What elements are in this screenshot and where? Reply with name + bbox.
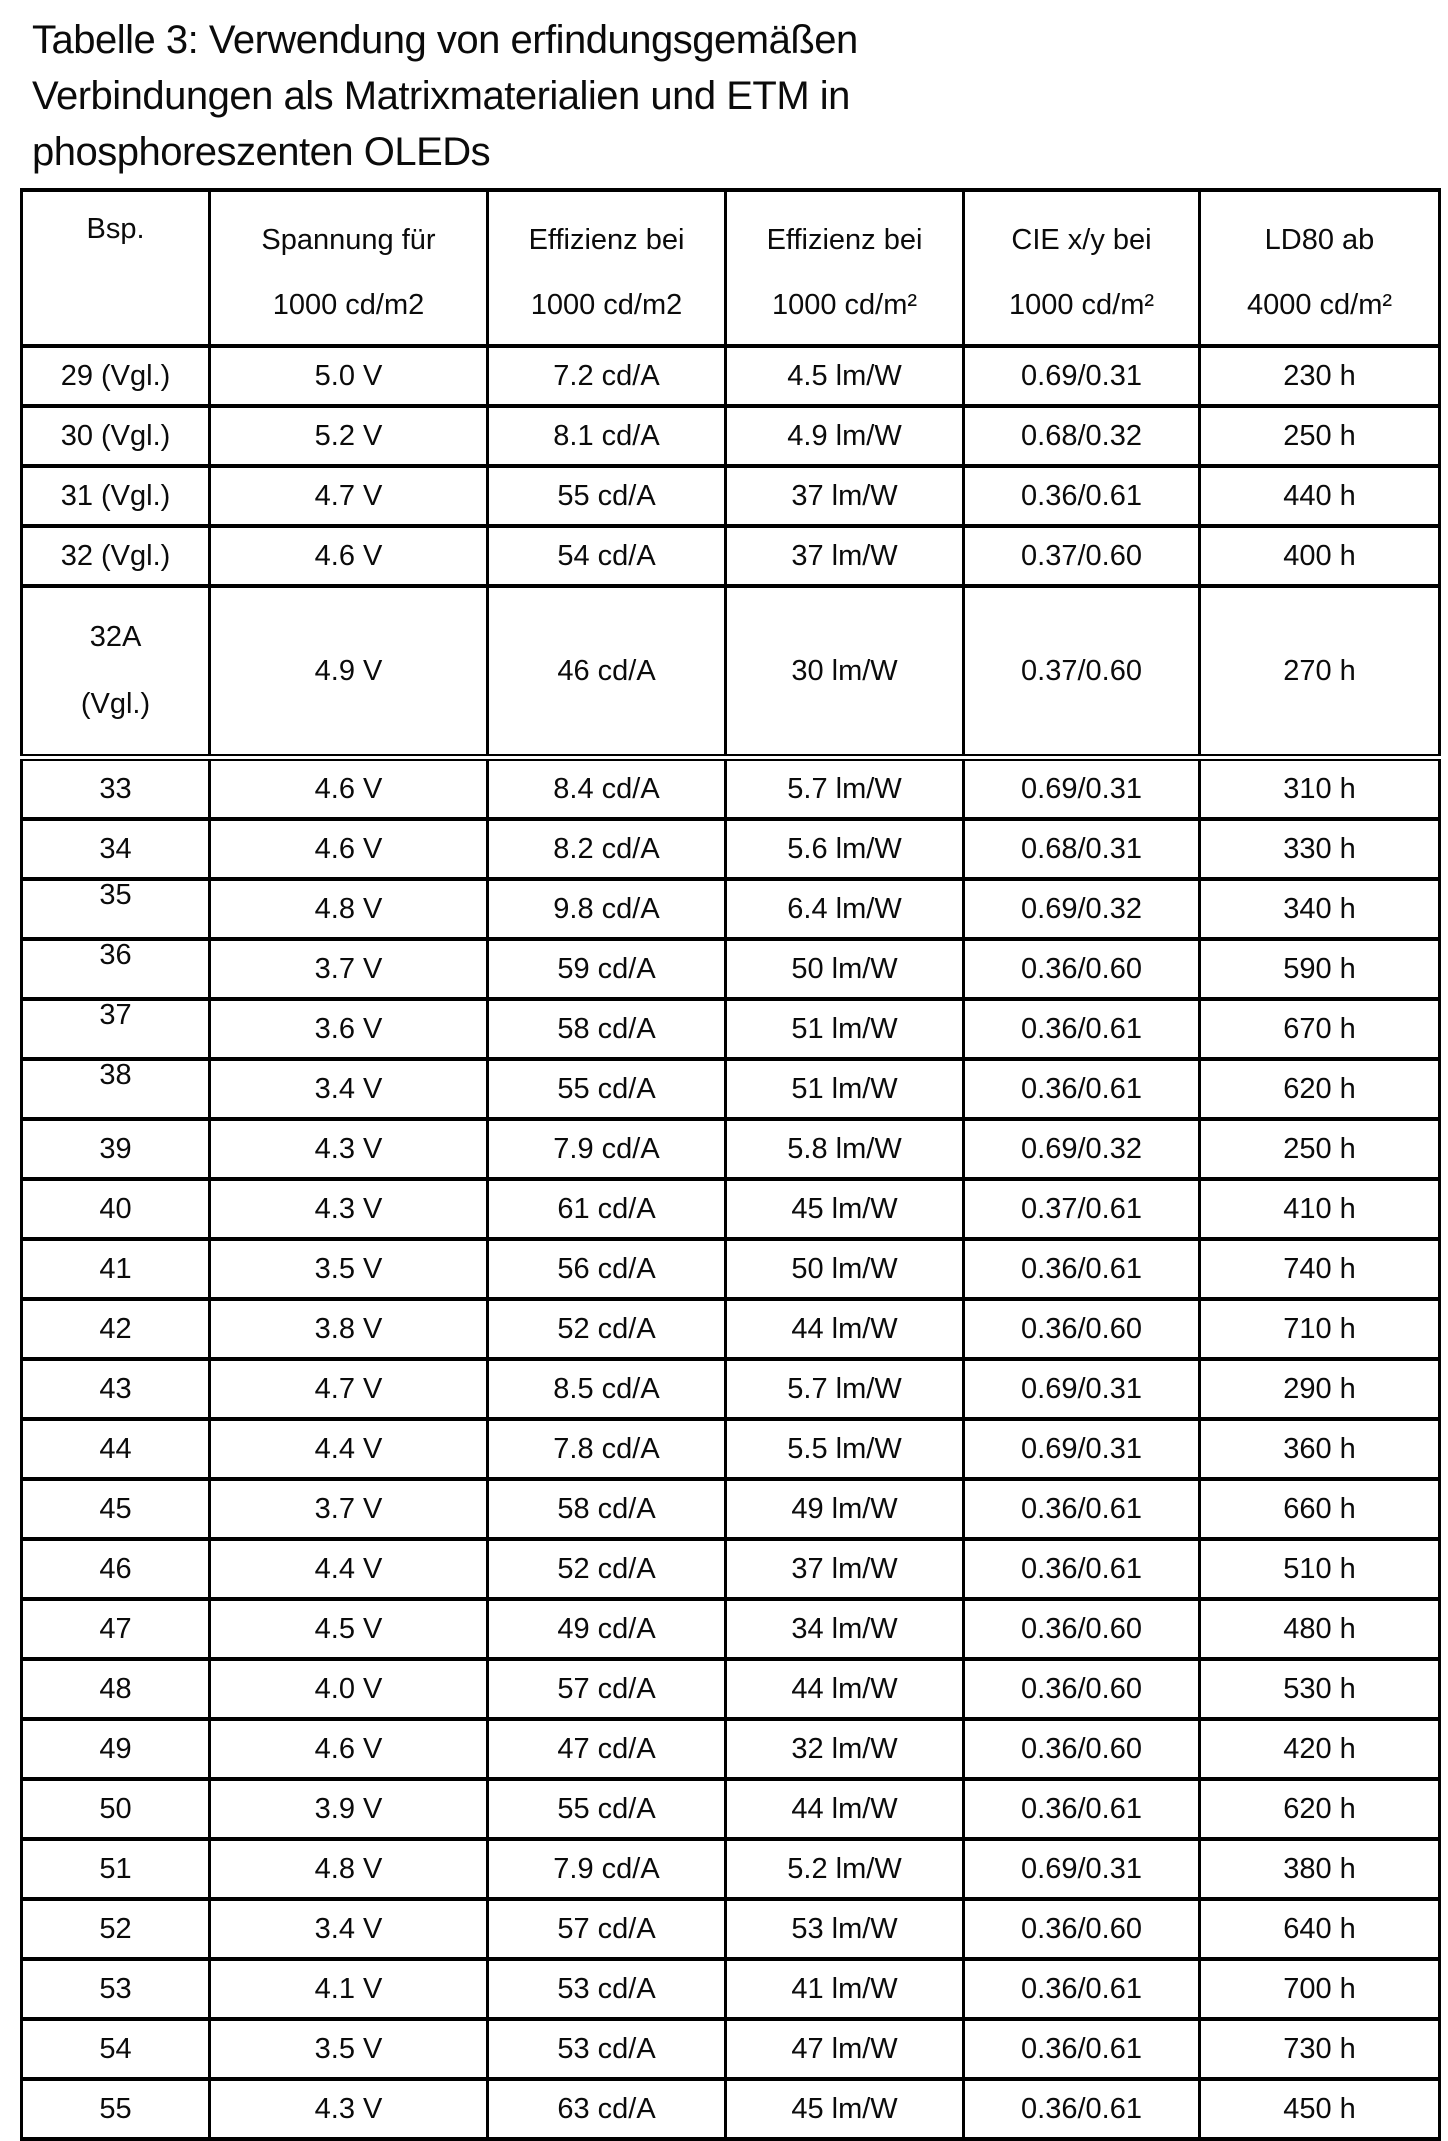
cell-bsp: 45 [22,1479,210,1539]
cell-effizienz-cda: 52 cd/A [488,1539,726,1599]
cell-bsp: 38 [22,1059,210,1119]
cell-cie: 0.36/0.60 [964,1719,1200,1779]
cell-effizienz-cda: 54 cd/A [488,526,726,586]
cell-bsp: 46 [22,1539,210,1599]
cell-spannung: 3.7 V [210,1479,488,1539]
cell-bsp: 54 [22,2019,210,2079]
cell-effizienz-lmw: 45 lm/W [726,2079,964,2139]
cell-bsp: 50 [22,1779,210,1839]
cell-effizienz-cda: 57 cd/A [488,1659,726,1719]
cell-effizienz-lmw: 4.9 lm/W [726,406,964,466]
cell-bsp: 32 (Vgl.) [22,526,210,586]
cell-ld80: 290 h [1200,1359,1440,1419]
results-table [20,188,1441,2141]
cell-cie: 0.37/0.60 [964,526,1200,586]
cell-bsp: 42 [22,1299,210,1359]
cell-effizienz-cda: 55 cd/A [488,1059,726,1119]
cell-effizienz-lmw: 5.8 lm/W [726,1119,964,1179]
cell-effizienz-cda: 55 cd/A [488,466,726,526]
cell-effizienz-lmw: 5.7 lm/W [726,758,964,820]
column-header-effizienz-lmw: Effizienz bei 1000 cd/m² [726,190,964,346]
cell-cie: 0.69/0.31 [964,1839,1200,1899]
cell-effizienz-lmw: 37 lm/W [726,1539,964,1599]
cell-bsp: 55 [22,2079,210,2139]
cell-cie: 0.36/0.61 [964,2079,1200,2139]
cell-effizienz-lmw: 50 lm/W [726,939,964,999]
table-row [22,1359,1440,1419]
cell-spannung: 5.0 V [210,346,488,406]
cell-effizienz-lmw: 32 lm/W [726,1719,964,1779]
table-row [22,1899,1440,1959]
cell-effizienz-lmw: 37 lm/W [726,466,964,526]
table-row [22,1059,1440,1119]
cell-effizienz-cda: 58 cd/A [488,999,726,1059]
cell-bsp: 33 [22,758,210,820]
cell-spannung: 4.6 V [210,1719,488,1779]
cell-effizienz-cda: 8.2 cd/A [488,819,726,879]
table-row [22,1539,1440,1599]
cell-bsp: 29 (Vgl.) [22,346,210,406]
table-row [22,2019,1440,2079]
cell-effizienz-lmw: 5.6 lm/W [726,819,964,879]
cell-bsp: 37 [22,999,210,1059]
cell-bsp: 51 [22,1839,210,1899]
cell-effizienz-lmw: 47 lm/W [726,2019,964,2079]
cell-spannung: 4.3 V [210,1119,488,1179]
cell-cie: 0.36/0.61 [964,1959,1200,2019]
cell-bsp: 32A (Vgl.) [22,586,210,758]
cell-effizienz-cda: 57 cd/A [488,1899,726,1959]
cell-ld80: 740 h [1200,1239,1440,1299]
cell-effizienz-lmw: 5.7 lm/W [726,1359,964,1419]
table-row [22,526,1440,586]
table-row [22,1839,1440,1899]
cell-effizienz-cda: 7.9 cd/A [488,1119,726,1179]
cell-bsp: 36 [22,939,210,999]
table-row [22,466,1440,526]
cell-bsp: 39 [22,1119,210,1179]
cell-ld80: 410 h [1200,1179,1440,1239]
cell-bsp: 31 (Vgl.) [22,466,210,526]
table-row [22,1239,1440,1299]
cell-effizienz-cda: 58 cd/A [488,1479,726,1539]
cell-cie: 0.68/0.32 [964,406,1200,466]
cell-bsp: 47 [22,1599,210,1659]
cell-effizienz-lmw: 53 lm/W [726,1899,964,1959]
cell-effizienz-cda: 8.1 cd/A [488,406,726,466]
cell-ld80: 360 h [1200,1419,1440,1479]
cell-ld80: 660 h [1200,1479,1440,1539]
cell-ld80: 340 h [1200,879,1440,939]
cell-ld80: 420 h [1200,1719,1440,1779]
cell-ld80: 710 h [1200,1299,1440,1359]
table-row [22,346,1440,406]
cell-cie: 0.69/0.32 [964,1119,1200,1179]
cell-bsp: 48 [22,1659,210,1719]
cell-effizienz-lmw: 6.4 lm/W [726,879,964,939]
cell-cie: 0.37/0.60 [964,586,1200,758]
cell-bsp: 40 [22,1179,210,1239]
cell-ld80: 270 h [1200,586,1440,758]
cell-spannung: 4.1 V [210,1959,488,2019]
cell-ld80: 670 h [1200,999,1440,1059]
table-row [22,758,1440,820]
cell-effizienz-lmw: 41 lm/W [726,1959,964,2019]
table-row [22,1119,1440,1179]
cell-effizienz-cda: 56 cd/A [488,1239,726,1299]
table-row [22,939,1440,999]
table-row [22,879,1440,939]
table-row [22,1179,1440,1239]
cell-cie: 0.36/0.60 [964,1599,1200,1659]
cell-effizienz-cda: 47 cd/A [488,1719,726,1779]
cell-ld80: 250 h [1200,1119,1440,1179]
table-title-line-1: Tabelle 3: Verwendung von erfindungsgemäßen [32,18,858,62]
cell-effizienz-cda: 7.2 cd/A [488,346,726,406]
cell-ld80: 620 h [1200,1059,1440,1119]
cell-ld80: 440 h [1200,466,1440,526]
cell-ld80: 250 h [1200,406,1440,466]
cell-effizienz-cda: 63 cd/A [488,2079,726,2139]
cell-ld80: 700 h [1200,1959,1440,2019]
cell-spannung: 3.5 V [210,2019,488,2079]
cell-spannung: 4.7 V [210,1359,488,1419]
column-header-effizienz-cda: Effizienz bei 1000 cd/m2 [488,190,726,346]
cell-cie: 0.69/0.32 [964,879,1200,939]
table-row [22,406,1440,466]
cell-cie: 0.36/0.61 [964,1239,1200,1299]
cell-cie: 0.36/0.61 [964,999,1200,1059]
cell-ld80: 730 h [1200,2019,1440,2079]
cell-effizienz-lmw: 50 lm/W [726,1239,964,1299]
cell-spannung: 4.6 V [210,819,488,879]
cell-spannung: 5.2 V [210,406,488,466]
cell-spannung: 4.0 V [210,1659,488,1719]
cell-spannung: 3.4 V [210,1059,488,1119]
cell-cie: 0.37/0.61 [964,1179,1200,1239]
cell-ld80: 480 h [1200,1599,1440,1659]
cell-effizienz-lmw: 51 lm/W [726,999,964,1059]
cell-cie: 0.36/0.60 [964,1299,1200,1359]
cell-cie: 0.36/0.61 [964,466,1200,526]
cell-cie: 0.36/0.60 [964,1899,1200,1959]
table-row [22,1479,1440,1539]
cell-spannung: 3.5 V [210,1239,488,1299]
cell-spannung: 3.6 V [210,999,488,1059]
cell-cie: 0.69/0.31 [964,1419,1200,1479]
cell-effizienz-lmw: 44 lm/W [726,1299,964,1359]
column-header-ld80: LD80 ab 4000 cd/m² [1200,190,1440,346]
table-row [22,1779,1440,1839]
cell-cie: 0.69/0.31 [964,758,1200,820]
cell-effizienz-cda: 49 cd/A [488,1599,726,1659]
table-row [22,999,1440,1059]
cell-cie: 0.36/0.61 [964,2019,1200,2079]
cell-effizienz-lmw: 44 lm/W [726,1659,964,1719]
table-row [22,1959,1440,2019]
table-row [22,819,1440,879]
cell-effizienz-lmw: 5.2 lm/W [726,1839,964,1899]
cell-effizienz-cda: 55 cd/A [488,1779,726,1839]
cell-spannung: 4.6 V [210,758,488,820]
cell-effizienz-cda: 7.8 cd/A [488,1419,726,1479]
cell-bsp: 30 (Vgl.) [22,406,210,466]
table-title-line-2: Verbindungen als Matrixmaterialien und ETM in [32,74,850,118]
cell-effizienz-cda: 52 cd/A [488,1299,726,1359]
cell-ld80: 330 h [1200,819,1440,879]
cell-spannung: 3.8 V [210,1299,488,1359]
cell-effizienz-cda: 9.8 cd/A [488,879,726,939]
table-title-line-3: phosphoreszenten OLEDs [32,130,491,174]
cell-ld80: 230 h [1200,346,1440,406]
cell-cie: 0.36/0.60 [964,939,1200,999]
table-row [22,1419,1440,1479]
cell-bsp: 43 [22,1359,210,1419]
cell-spannung: 3.7 V [210,939,488,999]
cell-ld80: 450 h [1200,2079,1440,2139]
cell-bsp: 52 [22,1899,210,1959]
cell-ld80: 590 h [1200,939,1440,999]
cell-spannung: 3.9 V [210,1779,488,1839]
column-header-cie: CIE x/y bei 1000 cd/m² [964,190,1200,346]
cell-bsp: 41 [22,1239,210,1299]
cell-effizienz-cda: 59 cd/A [488,939,726,999]
cell-spannung: 4.5 V [210,1599,488,1659]
cell-ld80: 640 h [1200,1899,1440,1959]
table-row [22,1659,1440,1719]
cell-ld80: 380 h [1200,1839,1440,1899]
table-row [22,1599,1440,1659]
cell-cie: 0.69/0.31 [964,1359,1200,1419]
cell-bsp: 35 [22,879,210,939]
cell-effizienz-lmw: 34 lm/W [726,1599,964,1659]
table-row [22,586,1440,758]
cell-effizienz-lmw: 44 lm/W [726,1779,964,1839]
cell-effizienz-lmw: 51 lm/W [726,1059,964,1119]
cell-spannung: 4.9 V [210,586,488,758]
cell-spannung: 4.4 V [210,1539,488,1599]
cell-spannung: 4.4 V [210,1419,488,1479]
cell-effizienz-lmw: 37 lm/W [726,526,964,586]
cell-effizienz-cda: 53 cd/A [488,2019,726,2079]
cell-effizienz-cda: 8.5 cd/A [488,1359,726,1419]
cell-ld80: 400 h [1200,526,1440,586]
cell-spannung: 4.7 V [210,466,488,526]
cell-cie: 0.36/0.61 [964,1779,1200,1839]
cell-cie: 0.36/0.61 [964,1059,1200,1119]
cell-spannung: 4.3 V [210,1179,488,1239]
cell-bsp: 34 [22,819,210,879]
cell-effizienz-cda: 61 cd/A [488,1179,726,1239]
cell-effizienz-lmw: 30 lm/W [726,586,964,758]
table-row [22,1299,1440,1359]
cell-effizienz-cda: 46 cd/A [488,586,726,758]
cell-ld80: 620 h [1200,1779,1440,1839]
cell-cie: 0.69/0.31 [964,346,1200,406]
cell-cie: 0.36/0.60 [964,1659,1200,1719]
cell-ld80: 530 h [1200,1659,1440,1719]
cell-ld80: 310 h [1200,758,1440,820]
cell-effizienz-lmw: 4.5 lm/W [726,346,964,406]
cell-bsp: 44 [22,1419,210,1479]
cell-effizienz-lmw: 49 lm/W [726,1479,964,1539]
table-row [22,2079,1440,2139]
cell-effizienz-lmw: 5.5 lm/W [726,1419,964,1479]
cell-effizienz-cda: 53 cd/A [488,1959,726,2019]
cell-bsp: 49 [22,1719,210,1779]
column-header-bsp: Bsp. [22,190,210,346]
cell-spannung: 4.8 V [210,879,488,939]
cell-cie: 0.68/0.31 [964,819,1200,879]
cell-cie: 0.36/0.61 [964,1479,1200,1539]
column-header-spannung: Spannung für 1000 cd/m2 [210,190,488,346]
cell-effizienz-cda: 7.9 cd/A [488,1839,726,1899]
cell-spannung: 3.4 V [210,1899,488,1959]
cell-ld80: 510 h [1200,1539,1440,1599]
table-row [22,1719,1440,1779]
table-title [32,12,1448,180]
cell-cie: 0.36/0.61 [964,1539,1200,1599]
cell-effizienz-lmw: 45 lm/W [726,1179,964,1239]
header-row [22,190,1440,346]
cell-spannung: 4.6 V [210,526,488,586]
cell-effizienz-cda: 8.4 cd/A [488,758,726,820]
cell-spannung: 4.8 V [210,1839,488,1899]
cell-spannung: 4.3 V [210,2079,488,2139]
cell-bsp: 53 [22,1959,210,2019]
